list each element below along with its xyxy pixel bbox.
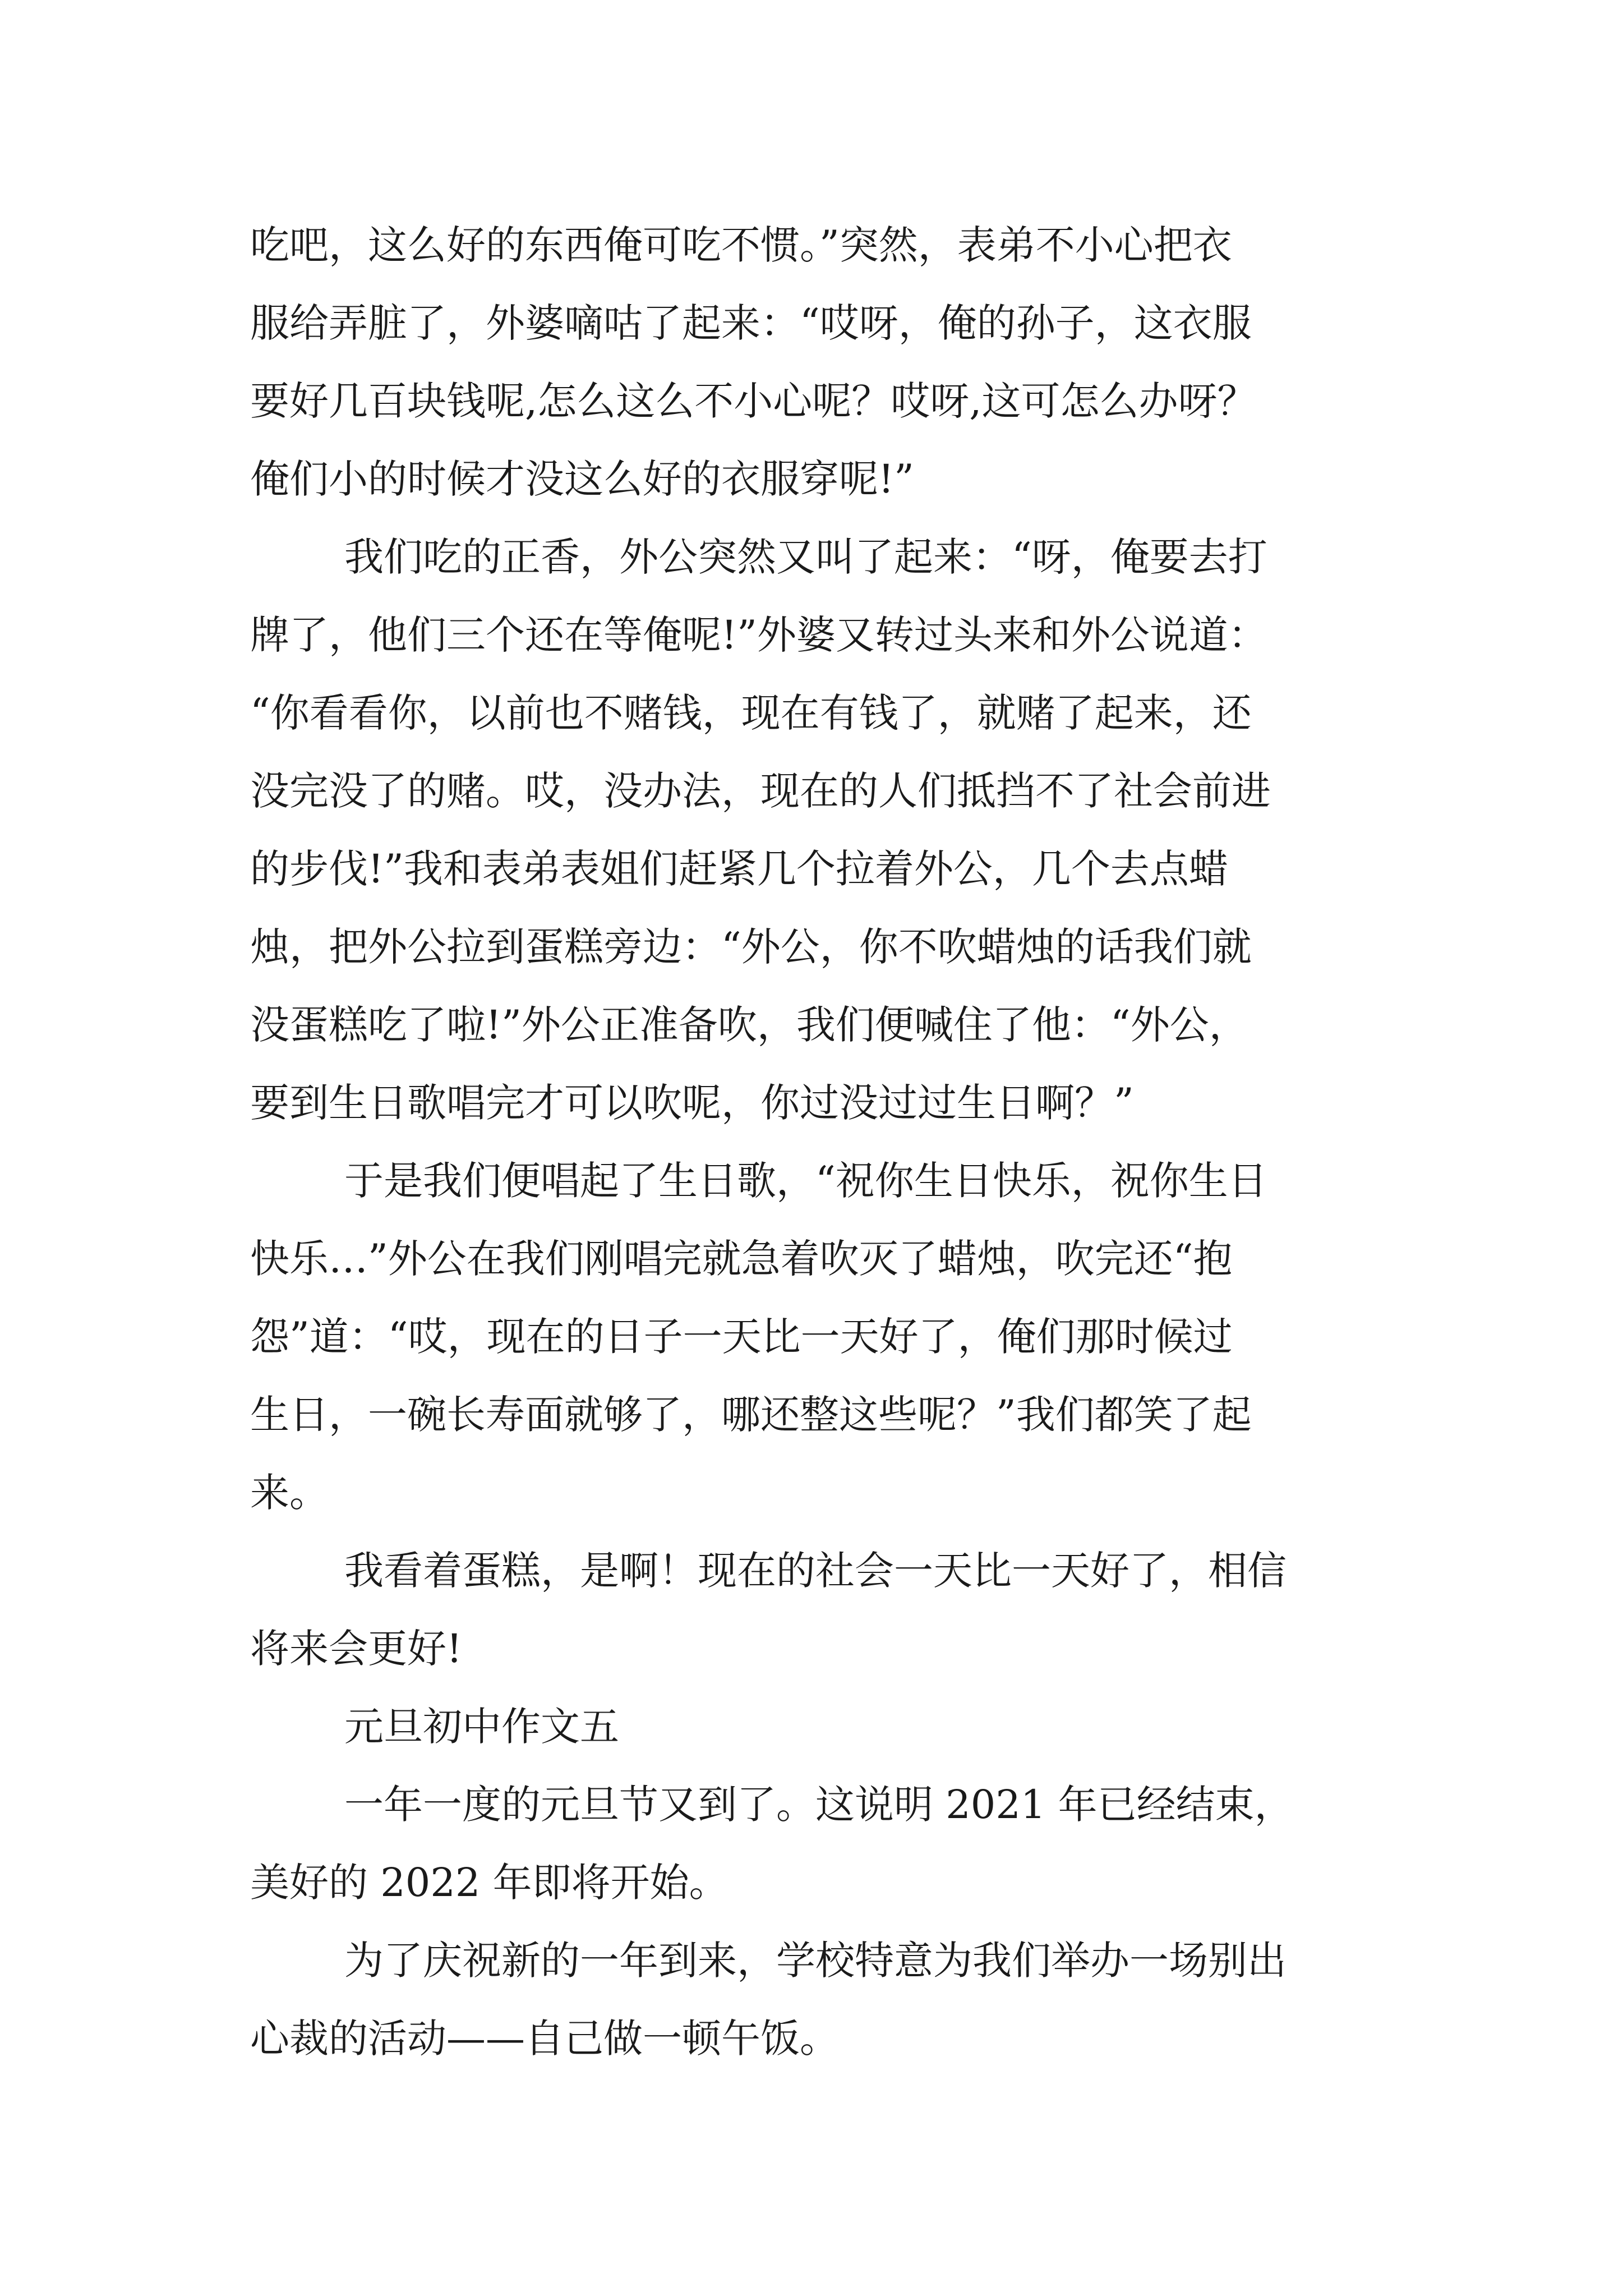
text-line: “你看看你，以前也不赌钱，现在有钱了，就赌了起来，还: [250, 690, 1252, 736]
text-line: 吃吧，这么好的东西俺可吃不惯。”突然，表弟不小心把衣: [250, 222, 1232, 268]
paragraph-first-line: 一年一度的元旦节又到了。这说明 2021 年已经结束，: [344, 1782, 1294, 1828]
text-line: 生日，一碗长寿面就够了，哪还整这些呢？”我们都笑了起: [250, 1392, 1252, 1438]
text-line: 快乐…”外公在我们刚唱完就急着吹灭了蜡烛，吹完还“抱: [250, 1236, 1233, 1282]
text-line: 俺们小的时候才没这么好的衣服穿呢!”: [250, 456, 914, 502]
text-line: 要好几百块钱呢,怎么这么不小心呢？哎呀,这可怎么办呀？: [250, 378, 1257, 424]
text-line: 牌了，他们三个还在等俺呢!”外婆又转过头来和外公说道：: [250, 612, 1267, 658]
text-line: 美好的 2022 年即将开始。: [250, 1860, 728, 1906]
text-line: 没蛋糕吃了啦!”外公正准备吹，我们便喊住了他：“外公，: [250, 1002, 1248, 1048]
text-line: 怨”道：“哎，现在的日子一天比一天好了，俺们那时候过: [250, 1314, 1233, 1360]
text-line: 要到生日歌唱完才可以吹呢，你过没过过生日啊？”: [250, 1080, 1134, 1126]
text-line: 服给弄脏了，外婆嘀咕了起来：“哎呀，俺的孙子，这衣服: [250, 300, 1252, 346]
paragraph-first-line: 为了庆祝新的一年到来，学校特意为我们举办一场别出: [344, 1938, 1287, 1984]
text-line: 将来会更好!: [250, 1626, 463, 1672]
text-line: 没完没了的赌。哎，没办法，现在的人们抵挡不了社会前进: [250, 768, 1271, 814]
text-line: 烛，把外公拉到蛋糕旁边：“外公，你不吹蜡烛的话我们就: [250, 924, 1252, 970]
text-line: 心裁的活动——自己做一顿午饭。: [250, 2016, 839, 2062]
text-line: 来。: [250, 1470, 329, 1516]
paragraph-first-line: 于是我们便唱起了生日歌，“祝你生日快乐，祝你生日: [344, 1158, 1267, 1204]
paragraph-first-line: 我们吃的正香，外公突然又叫了起来：“呀，俺要去打: [344, 534, 1267, 580]
paragraph-first-line: 我看着蛋糕，是啊！现在的社会一天比一天好了，相信: [344, 1548, 1287, 1594]
text-line: 的步伐!”我和表弟表姐们赶紧几个拉着外公，几个去点蜡: [250, 846, 1228, 892]
document-body: [250, 206, 1422, 2078]
section-heading: 元旦初中作文五: [344, 1704, 619, 1750]
